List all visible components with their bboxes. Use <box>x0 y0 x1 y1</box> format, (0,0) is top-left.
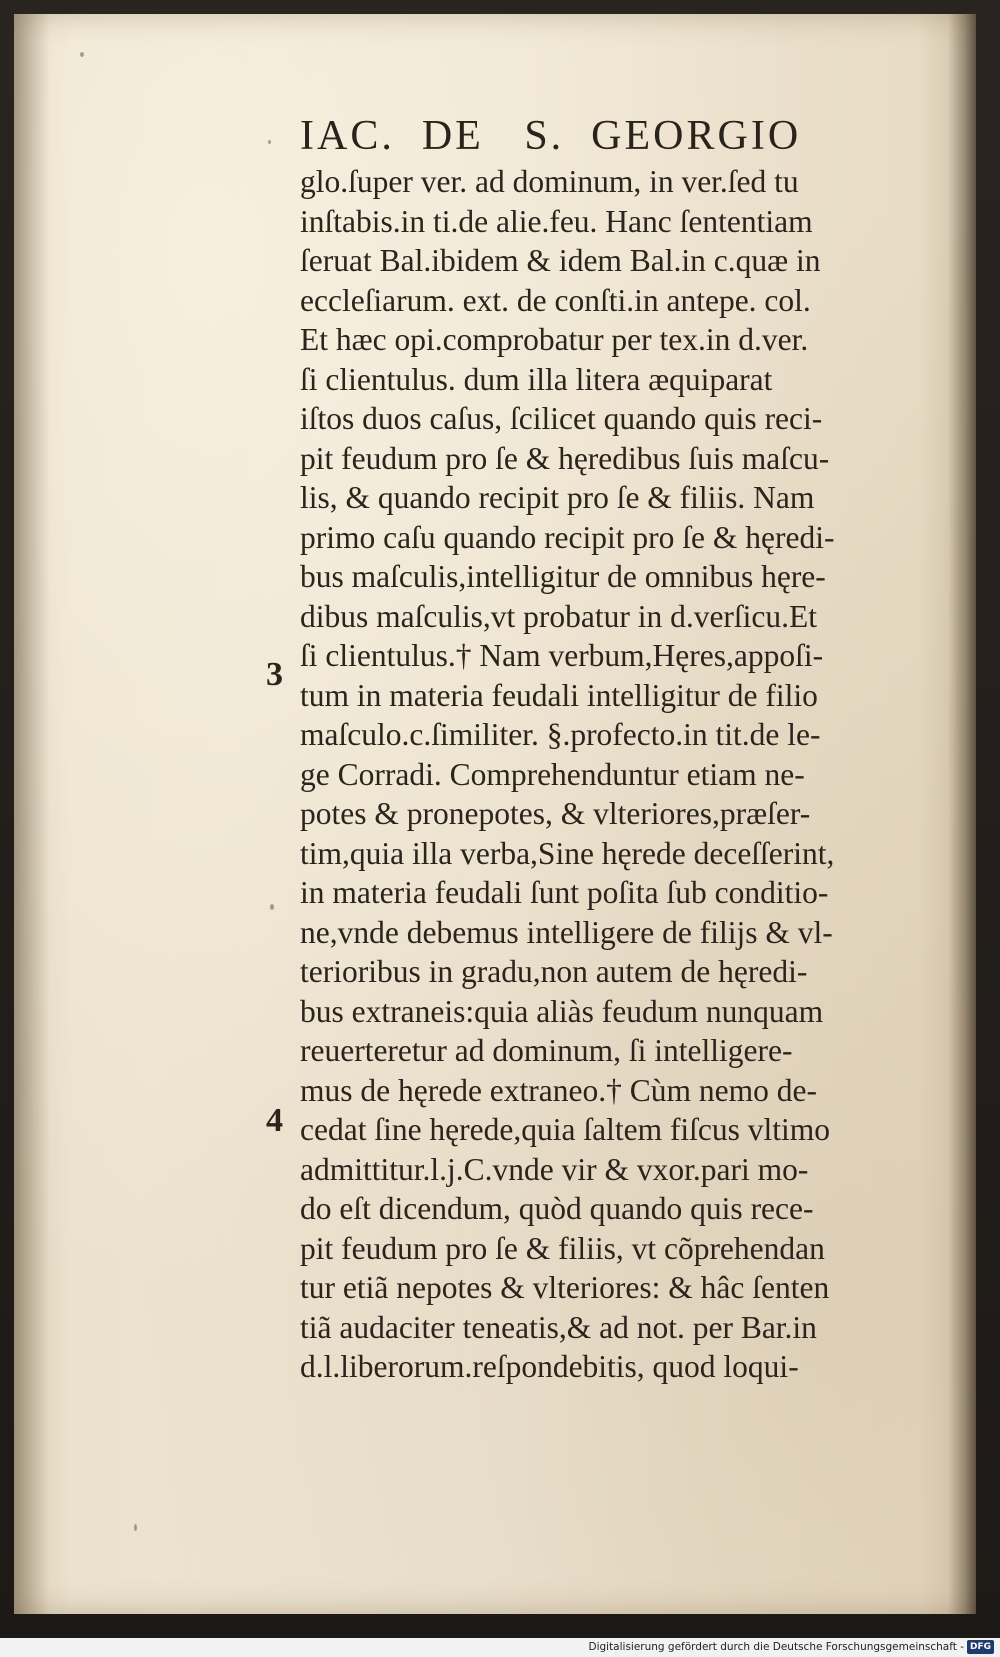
text-line: dibus maſculis,vt probatur in d.verſicu.Et <box>300 598 818 634</box>
body-text <box>300 162 928 1387</box>
text-line: tim,quia illa verba,Sine hęrede deceſſerint, <box>300 835 835 871</box>
margin-number-3: 3 <box>266 656 283 693</box>
text-line: reuerteretur ad dominum, ſi intelligere- <box>300 1033 793 1068</box>
text-line: lis, & quando recipit pro ſe & filiis. Nam <box>300 480 815 515</box>
text-line: ne,vnde debemus intelligere de filijs & vl- <box>300 914 833 950</box>
text-line: d.l.liberorum.reſpondebitis, quod loqui- <box>300 1349 799 1384</box>
text-line: do eſt dicendum, quòd quando quis rece- <box>300 1191 814 1226</box>
dfg-logo: DFG <box>967 1640 994 1654</box>
text-line: pit feudum pro ſe & filiis, vt cõprehendan <box>300 1230 825 1266</box>
text-line: mus de hęrede extraneo.† Cùm nemo de- <box>300 1072 817 1108</box>
text-line: glo.ſuper ver. ad dominum, in ver.ſed tu <box>300 164 799 199</box>
page-edge-shadow <box>948 14 976 1614</box>
text-line: in materia feudali ſunt poſita ſub conditio- <box>300 875 829 910</box>
text-line: tur etiã nepotes & vlteriores: & hâc ſenten <box>300 1270 830 1305</box>
text-line: ſi clientulus. dum illa litera æquiparat <box>300 361 773 397</box>
running-head: IAC. DE S. GEORGIO <box>300 113 802 159</box>
text-line: eccleſiarum. ext. de conſti.in antepe. col. <box>300 282 811 318</box>
text-line: primo caſu quando recipit pro ſe & hęredi- <box>300 519 835 555</box>
text-line: admittitur.l.j.C.vnde vir & vxor.pari mo- <box>300 1151 809 1187</box>
text-line: cedat ſine hęrede,quia ſaltem fiſcus vltimo <box>300 1112 831 1147</box>
page-gutter-shadow <box>14 14 50 1614</box>
text-line: ſeruat Bal.ibidem & idem Bal.in c.quæ in <box>300 243 821 278</box>
text-line: potes & pronepotes, & vlteriores,præſer- <box>300 796 811 831</box>
digitization-credit: Digitalisierung gefördert durch die Deutsche Forschungsgemeinschaft - <box>588 1641 964 1653</box>
text-line: inſtabis.in ti.de alie.feu. Hanc ſententiam <box>300 203 813 239</box>
text-line: maſculo.c.ſimiliter. §.profecto.in tit.de le- <box>300 717 821 752</box>
margin-number-4: 4 <box>266 1102 283 1139</box>
text-line: iſtos duos caſus, ſcilicet quando quis reci- <box>300 401 823 436</box>
ink-speck <box>268 140 271 144</box>
ink-speck <box>80 52 84 57</box>
ink-speck <box>270 904 274 910</box>
text-line: pit feudum pro ſe & hęredibus ſuis maſcu- <box>300 440 830 476</box>
text-line: terioribus in gradu,non autem de hęredi- <box>300 954 808 989</box>
text-line: tiã audaciter teneatis,& ad not. per Bar.in <box>300 1309 817 1345</box>
text-line: tum in materia feudali intelligitur de filio <box>300 677 818 713</box>
text-line: ſi clientulus.† Nam verbum,Hęres,appoſi- <box>300 638 824 673</box>
ink-speck <box>134 1524 137 1531</box>
text-line: Et hæc opi.comprobatur per tex.in d.ver. <box>300 322 809 357</box>
text-line: bus extraneis:quia aliàs feudum nunquam <box>300 993 824 1029</box>
text-line: ge Corradi. Comprehenduntur etiam ne- <box>300 756 805 792</box>
text-line: bus maſculis,intelligitur de omnibus hęre- <box>300 559 826 594</box>
